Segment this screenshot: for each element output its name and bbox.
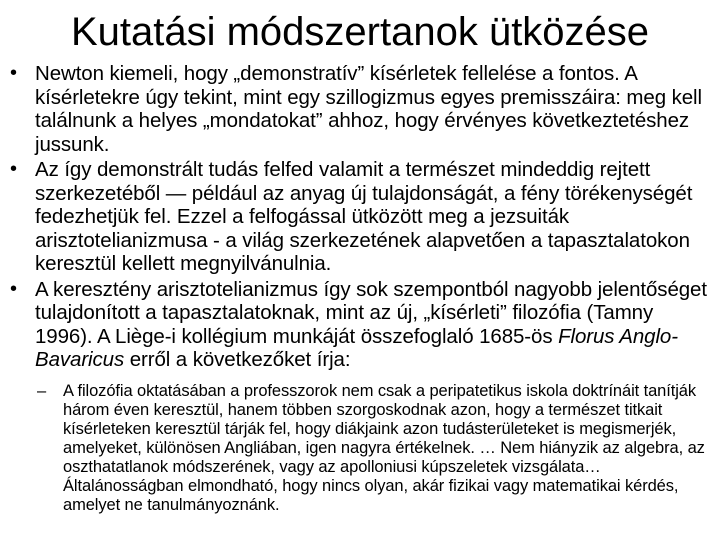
sub-bullet-quote [35, 382, 710, 515]
dash-icon: – [37, 381, 47, 400]
bullet-text-end: erről a következőket írja: [124, 348, 351, 371]
bullet-list [10, 62, 710, 517]
bullet-item-newton [10, 62, 710, 156]
bullet-text-start: A keresztény arisztotelianizmus így sok szempontból nagyobb jelentőséget tulajdonított a tapasztalatoknak, mint az új, „kísérleti” filozófia (Tamny 1996). A Liège-i kollégium munkáját összefoglaló 1685-ös [35, 277, 707, 348]
bullet-icon: • [10, 277, 17, 300]
bullet-text: Az így demonstrált tudás felfed valamit a természet mindeddig rejtett szerkezetéből — például az anyag új tulajdonságát, a fény törékenységét fedezhetjük fel. Ezzel a felfogással ütközött meg a jezsuiták arisztotelianizmusa - a világ szerkezetének alapvetően a tapasztalatokon keresztül kellett megnyilvánulnia. [35, 158, 693, 275]
sub-bullet-list [35, 382, 710, 515]
quote-text: A filozófia oktatásában a professzorok nem csak a peripatetikus iskola doktrínáit tanítják három éven keresztül, hanem többen szorgoskodnak azon, hogy a természet titkait kísérleteken keresztül tárják fel, hogy diákjaink azon tudásterületeket is megismerjék, amelyeket, különösen Angliában, igen nagyra értékelnek. … Nem hiányzik az algebra, az oszthatatlanok módszerének, vagy az apolloniusi kúpszeletek vizsgálata… Általánosságban elmondható, hogy nincs olyan, akár fizikai vagy matematikai kérdés, amelyet ne tanulmányoznánk. [63, 381, 705, 514]
bullet-item-christian-aristotelianism [10, 278, 710, 515]
bullet-icon: • [10, 62, 17, 84]
bullet-text: Newton kiemeli, hogy „demonstratív” kísérletek fellelése a fontos. A kísérletekre úgy tekint, mint egy szillogizmus egyes premisszáira: meg kell találnunk a helyes „mondatokat” ahhoz, hogy érvényes következtetéshez jussunk. [35, 62, 702, 156]
slide-title: Kutatási módszertanok ütközése [70, 10, 650, 54]
bullet-item-demonstrated-knowledge [10, 158, 710, 276]
book-title: Florus Anglo-Bavaricus [35, 324, 678, 371]
bullet-icon: • [10, 158, 17, 180]
